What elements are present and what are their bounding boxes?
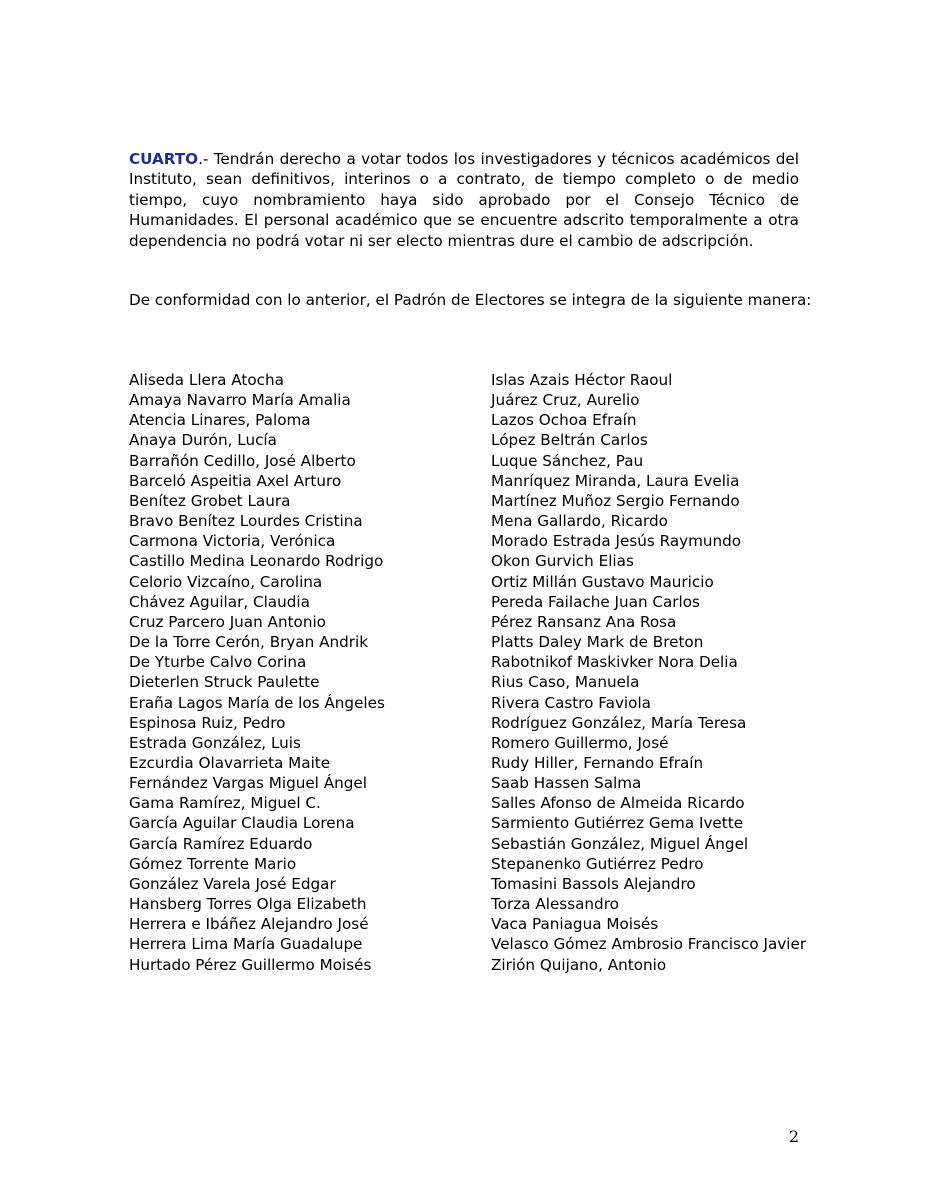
elector-name: Sarmiento Gutiérrez Gema Ivette (491, 814, 744, 833)
elector-name: Espinosa Ruiz, Pedro (129, 713, 286, 732)
electors-list-right (491, 370, 806, 975)
elector-name: Celorio Vizcaíno, Carolina (129, 572, 323, 591)
elector-name: Lazos Ochoa Efraín (491, 411, 637, 430)
elector-name: Barceló Aspeitia Axel Arturo (129, 471, 342, 490)
elector-name: Gama Ramírez, Miguel C. (129, 794, 321, 813)
elector-name: Ortiz Millán Gustavo Mauricio (491, 572, 714, 591)
elector-name: Vaca Paniagua Moisés (491, 915, 659, 934)
elector-name: Velasco Gómez Ambrosio Francisco Javier (491, 935, 807, 954)
elector-name: Zirión Quijano, Antonio (491, 955, 667, 974)
elector-name: Aliseda Llera Atocha (129, 371, 284, 389)
elector-name: Pérez Ransanz Ana Rosa (491, 612, 677, 631)
elector-name: Sebastián González, Miguel Ángel (491, 834, 749, 853)
elector-name: García Ramírez Eduardo (129, 834, 313, 853)
elector-name: López Beltrán Carlos (491, 431, 648, 450)
elector-name: De la Torre Cerón, Bryan Andrik (129, 633, 369, 652)
elector-name: Chávez Aguilar, Claudia (129, 592, 310, 611)
elector-name: Benítez Grobet Laura (129, 491, 291, 510)
elector-name: Cruz Parcero Juan Antonio (129, 612, 326, 631)
elector-name: Rudy Hiller, Fernando Efraín (491, 753, 704, 772)
elector-name: Platts Daley Mark de Breton (491, 633, 704, 652)
elector-name: Castillo Medina Leonardo Rodrigo (129, 552, 384, 571)
elector-name: Gómez Torrente Mario (129, 854, 297, 873)
elector-name: Barrañón Cedillo, José Alberto (129, 451, 356, 470)
elector-name: Juárez Cruz, Aurelio (491, 391, 640, 410)
electors-list-left (129, 370, 385, 975)
elector-name: Okon Gurvich Elias (491, 552, 634, 571)
elector-name: Rivera Castro Faviola (491, 693, 651, 712)
elector-name: Estrada González, Luis (129, 733, 301, 752)
elector-name: Rius Caso, Manuela (491, 673, 640, 692)
elector-name: Salles Afonso de Almeida Ricardo (491, 794, 745, 813)
elector-name: Pereda Failache Juan Carlos (491, 592, 700, 611)
elector-name: Torza Alessandro (491, 895, 619, 914)
elector-name: Romero Guillermo, José (491, 733, 669, 752)
elector-name: González Varela José Edgar (129, 874, 336, 893)
elector-name: Hansberg Torres Olga Elizabeth (129, 895, 367, 914)
elector-name: Rodríguez González, María Teresa (491, 713, 747, 732)
elector-name: Herrera Lima María Guadalupe (129, 935, 363, 954)
elector-name: Stepanenko Gutiérrez Pedro (491, 854, 704, 873)
elector-name: Ezcurdia Olavarrieta Maite (129, 753, 331, 772)
elector-name: Amaya Navarro María Amalia (129, 391, 351, 410)
elector-name: Saab Hassen Salma (491, 774, 642, 793)
elector-name: Morado Estrada Jesús Raymundo (491, 532, 742, 551)
elector-name: Anaya Durón, Lucía (129, 431, 277, 450)
elector-name: Hurtado Pérez Guillermo Moisés (129, 955, 372, 974)
elector-name: Martínez Muñoz Sergio Fernando (491, 491, 740, 510)
elector-name: García Aguilar Claudia Lorena (129, 814, 355, 833)
elector-name: Manríquez Miranda, Laura Evelia (491, 471, 740, 490)
elector-name: Rabotnikof Maskivker Nora Delia (491, 653, 738, 672)
elector-name: Herrera e Ibáñez Alejandro José (129, 915, 369, 934)
elector-name: Islas Azais Héctor Raoul (491, 371, 673, 389)
elector-name: Atencia Linares, Paloma (129, 411, 311, 430)
clause-cuarto (129, 149, 799, 251)
elector-name: Fernández Vargas Miguel Ángel (129, 774, 367, 793)
elector-name: Carmona Victoria, Verónica (129, 532, 336, 551)
elector-name: Tomasini Bassols Alejandro (491, 874, 696, 893)
elector-name: Eraña Lagos María de los Ángeles (129, 693, 385, 712)
elector-name: Luque Sánchez, Pau (491, 451, 644, 470)
clause-text: Tendrán derecho a votar todos los investigadores y técnicos académicos del Instituto, sean definitivos, interinos o a contrato, de tiempo completo o de medio tiempo, cuyo nombramiento haya sido aprobado por el Consejo Técnico de Humanidades. El personal académico que se encuentre adscrito temporalmente a otra dependencia no podrá votar ni ser electo mientras dure el cambio de adscripción. (129, 150, 799, 250)
clause-separator: .- (198, 150, 214, 168)
electors-intro: De conformidad con lo anterior, el Padrón de Electores se integra de la siguiente manera: (129, 291, 812, 309)
elector-name: Dieterlen Struck Paulette (129, 673, 320, 692)
elector-name: Mena Gallardo, Ricardo (491, 512, 668, 531)
elector-name: Bravo Benítez Lourdes Cristina (129, 512, 363, 531)
elector-name: De Yturbe Calvo Corina (129, 653, 307, 672)
page-number: 2 (788, 1127, 799, 1146)
clause-label: CUARTO (129, 150, 199, 168)
